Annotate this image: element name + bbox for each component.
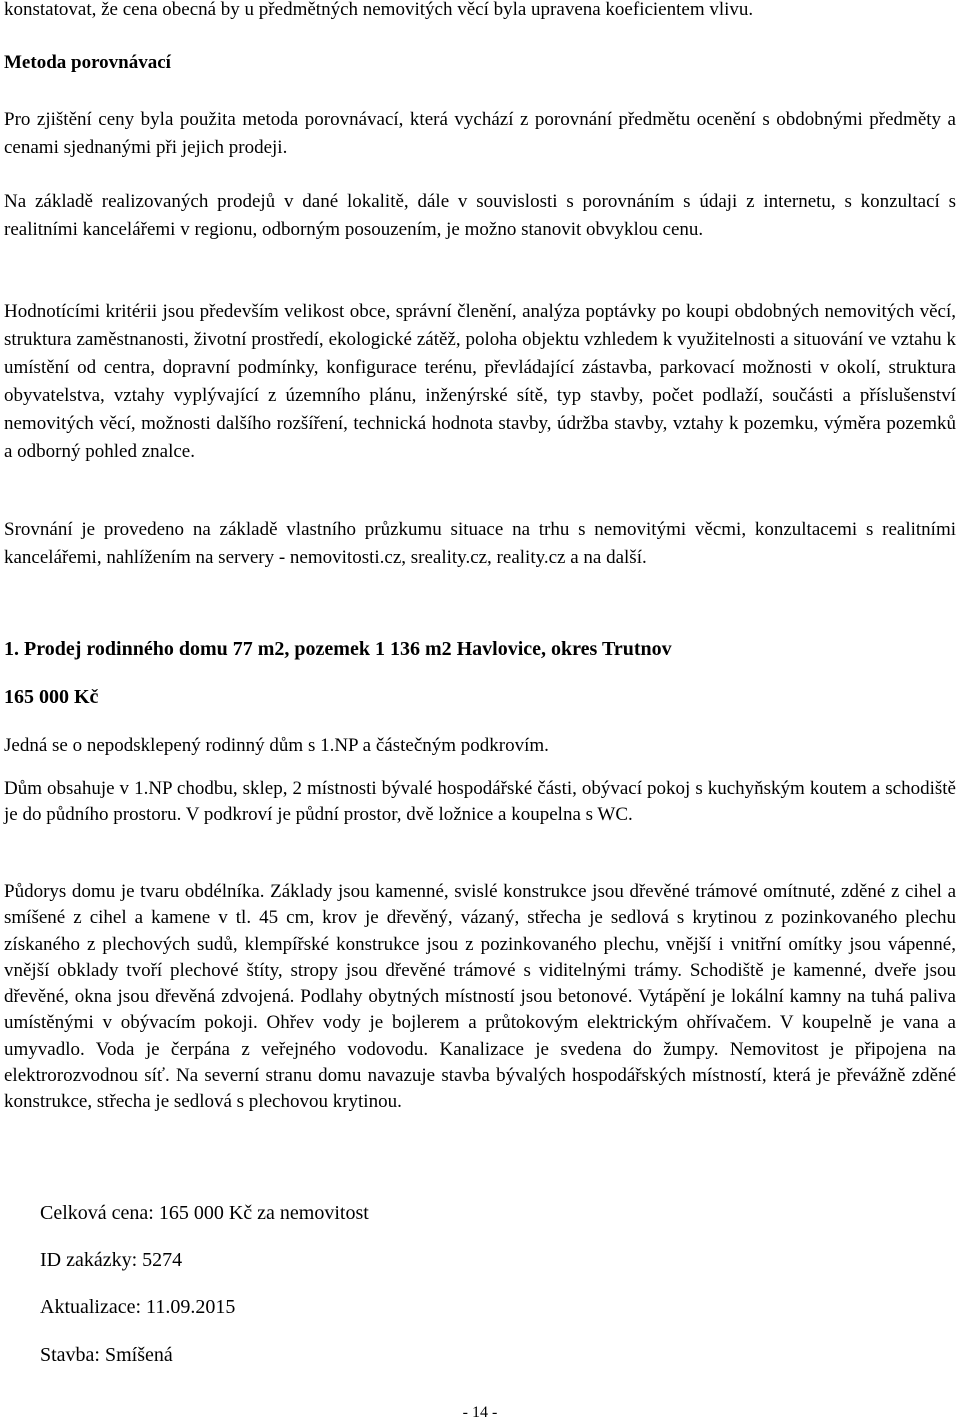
listing-price: 165 000 Kč bbox=[4, 686, 99, 708]
method-heading: Metoda porovnávací bbox=[4, 52, 171, 73]
summary-building: Stavba: Smíšená bbox=[40, 1344, 173, 1366]
intro-line: konstatovat, že cena obecná by u předmětných nemovitých věcí byla upravena koeficientem vlivu. bbox=[4, 0, 754, 20]
paragraph-basis: Na základě realizovaných prodejů v dané lokalitě, dále v souvislosti s porovnáním s údaji z internetu, s konzultací s realitními kancelářemi v regionu, odborným posouzením, je možno stanovit obvyklou cenu. bbox=[4, 191, 956, 240]
paragraph-comparison: Srovnání je provedeno na základě vlastního průzkumu situace na trhu s nemovitými věcmi, konzultacemi s realitními kancelářemi, nahlížením na servery - nemovitosti.cz, sreality.cz, reality.cz a na další. bbox=[4, 519, 956, 568]
summary-id: ID zakázky: 5274 bbox=[40, 1249, 183, 1271]
listing-rooms: Dům obsahuje v 1.NP chodbu, sklep, 2 místnosti bývalé hospodářské části, obývací pokoj s kuchyňským koutem a schodiště je do půdního prostoru. V podkroví je půdní prostor, dvě ložnice a koupelna s WC. bbox=[4, 778, 956, 826]
paragraph-method: Pro zjištění ceny byla použita metoda porovnávací, která vychází z porovnání předmětu ocenění s obdobnými předměty a cenami sjednanými při jejich prodeji. bbox=[4, 109, 956, 158]
listing-number: 1. bbox=[4, 638, 19, 660]
listing-line1: Jedná se o nepodsklepený rodinný dům s 1.NP a částečným podkrovím. bbox=[4, 735, 549, 756]
listing-heading bbox=[4, 638, 956, 661]
listing-description: Půdorys domu je tvaru obdélníka. Základy jsou kamenné, svislé konstrukce jsou dřevěné trámové omítnuté, zděné z cihel a smíšené z cihel a kamene v tl. 45 cm, krov je dřevěný, vázaný, střecha je sedlová s krytinou z pozinkovaného plechu získaného z plechových sudů, klempířské konstrukce jsou z pozinkovaného plechu, vnější i vnitřní omítky jsou vápenné, vnější obklady tvoří plechové štíty, stropy jsou dřevěné trámové s viditelnými trámy. Schodiště je kamenné, dveře jsou dřevěné, okna jsou dřevěná zdvojená. Podlahy obytných místností jsou betonové. Vytápění je lokální kamny na tuhá paliva umístěnými v obývacím pokoji. Ohřev vody je bojlerem a průtokovým elektrickým ohřívačem. V koupelně je vana a umyvadlo. Voda je čerpána z veřejného vodovodu. Kanalizace je svedena do žumpy. Nemovitost je připojena na elektrorozvodnou síť. Na severní stranu domu navazuje stavba bývalých hospodářských místností, která je převážně zděné konstrukce, střecha je sedlová s plechovou krytinou. bbox=[4, 881, 956, 1113]
page-number: - 14 - bbox=[462, 1404, 498, 1421]
listing-title: Prodej rodinného domu 77 m2, pozemek 1 136 m2 Havlovice, okres Trutnov bbox=[24, 638, 672, 660]
paragraph-criteria: Hodnotícími kritérii jsou především velikost obce, správní členění, analýza poptávky po koupi obdobných nemovitých věcí, struktura zaměstnanosti, životní prostředí, ekologické zátěž, poloha objektu vzhledem k využitelnosti a situování ve vztahu k umístění od centra, dopravní podmínky, konfigurace terénu, převládající zástavba, parkovací možnosti v okolí, struktura obyvatelstva, vztahy vyplývající z územního plánu, inženýrské sítě, typ stavby, počet podlaží, součásti a příslušenství nemovitých věcí, možnosti dalšího rozšíření, technická hodnota stavby, údržba stavby, vztahy k pozemku, výměra pozemků a odborný pohled znalce. bbox=[4, 301, 956, 462]
summary-updated: Aktualizace: 11.09.2015 bbox=[40, 1296, 236, 1318]
summary-total: Celková cena: 165 000 Kč za nemovitost bbox=[40, 1202, 369, 1224]
